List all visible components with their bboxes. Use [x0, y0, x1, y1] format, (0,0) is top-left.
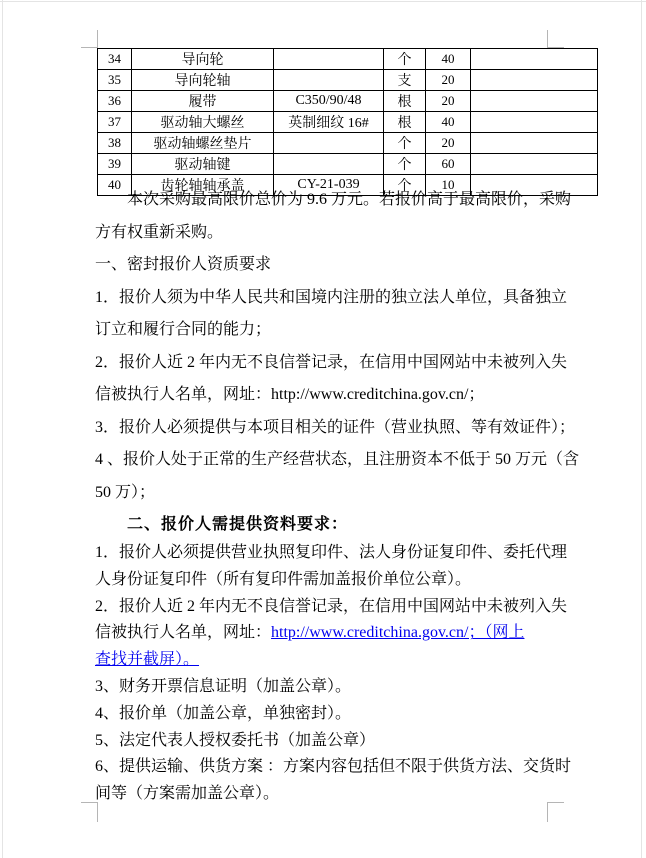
table-row: [98, 112, 598, 133]
page-edge-right: [641, 0, 642, 858]
cell-name: 驱动轴键: [132, 154, 274, 175]
table-row: [98, 70, 598, 91]
cell-qty: 60: [426, 154, 471, 175]
table-row: [98, 133, 598, 154]
cell-spec: [274, 133, 384, 154]
crop-mark-top-right: [547, 30, 548, 48]
items-table: [97, 48, 598, 196]
table-row: [98, 154, 598, 175]
cell-unit: 个: [384, 154, 426, 175]
cell-blank: [471, 70, 598, 91]
cell-qty: 20: [426, 133, 471, 154]
paragraph-line: [95, 647, 565, 674]
paragraph-line: 3．报价人必须提供与本项目相关的证件（营业执照、等有效证件）；: [95, 418, 576, 436]
cell-no: 37: [98, 112, 132, 133]
paragraph-line: 4、报价单（加盖公章，单独密封）。: [95, 704, 352, 722]
cell-blank: [471, 112, 598, 133]
cell-name: 导向轮轴: [132, 70, 274, 91]
cell-no: 36: [98, 91, 132, 112]
paragraph-line: 2．报价人近 2 年内无不良信誉记录，在信用中国网站中未被列入失: [95, 597, 568, 615]
cell-blank: [471, 133, 598, 154]
paragraph-line: [95, 620, 565, 647]
cell-qty: 40: [426, 112, 471, 133]
section-required-documents: [95, 540, 572, 808]
cell-qty: 20: [426, 70, 471, 91]
cell-unit: 个: [384, 49, 426, 70]
section-heading-1: 一、密封报价人资质要求: [95, 256, 272, 273]
cell-name: 驱动轴螺丝垫片: [132, 133, 274, 154]
crop-mark-top-left: [97, 30, 98, 48]
cell-blank: [471, 154, 598, 175]
paragraph-line: 订立和履行合同的能力；: [95, 321, 272, 338]
cell-unit: 个: [384, 133, 426, 154]
cell-unit: 支: [384, 70, 426, 91]
paragraph-line: 间等（方案需加盖公章）。: [95, 785, 280, 803]
table-row: [98, 49, 598, 70]
cell-no: 34: [98, 49, 132, 70]
cell-qty: 10: [426, 175, 471, 196]
cell-spec: CY-21-039: [274, 175, 384, 196]
table-row: [98, 91, 598, 112]
cell-no: 35: [98, 70, 132, 91]
paragraph-line: 人身份证复印件（所有复印件需加盖报价单位公章）。: [95, 570, 472, 588]
cell-qty: 20: [426, 91, 471, 112]
paragraph-line: 4 、报价人处于正常的生产经营状态，且注册资本不低于 50 万元（含: [95, 451, 580, 468]
paragraph-line: 5、法定代表人授权委托书（加盖公章）: [95, 731, 376, 749]
paragraph-line: 1．报价人必须提供营业执照复印件、法人身份证复印件、委托代理: [95, 544, 568, 561]
cell-name: 齿轮轴轴承盖: [132, 175, 274, 196]
creditchina-link[interactable]: http://www.creditchina.gov.cn/；（网上: [271, 624, 525, 642]
cell-spec: 英制细纹 16#: [274, 112, 384, 133]
paragraph-line: 1．报价人须为中华人民共和国境内注册的独立法人单位，具备独立: [95, 288, 568, 306]
cell-unit: 个: [384, 175, 426, 196]
cell-unit: 根: [384, 112, 426, 133]
cell-spec: [274, 70, 384, 91]
cell-spec: C350/90/48: [274, 91, 384, 112]
section-qualification-requirements: [95, 184, 580, 509]
section-heading-2: 二、报价人需提供资料要求：: [127, 516, 349, 533]
paragraph-line: 50 万）；: [95, 483, 156, 501]
cell-name: 驱动轴大螺丝: [132, 112, 274, 133]
paragraph-line: 3、财务开票信息证明（加盖公章）。: [95, 677, 352, 695]
cell-blank: [471, 49, 598, 70]
paragraph-line: 2．报价人近 2 年内无不良信誉记录，在信用中国网站中未被列入失: [95, 353, 568, 371]
paragraph-line: 方有权重新采购。: [95, 223, 224, 241]
cell-spec: [274, 154, 384, 175]
paragraph-line: 6、提供运输、供货方案 ：方案内容包括但不限于供货方法、交货时: [95, 758, 572, 776]
paragraph-run: 信被执行人名单，网址：: [95, 624, 272, 642]
cell-unit: 根: [384, 91, 426, 112]
crop-mark-top-left: [81, 47, 98, 48]
cell-spec: [274, 49, 384, 70]
cell-qty: 40: [426, 49, 471, 70]
creditchina-link[interactable]: 查找并截屏）。: [95, 651, 200, 669]
page-edge-left: [2, 0, 3, 858]
cell-no: 38: [98, 133, 132, 154]
cell-no: 40: [98, 175, 132, 196]
cell-name: 导向轮: [132, 49, 274, 70]
page-edge-top: [0, 1, 646, 2]
paragraph-line: 信被执行人名单，网址：http://www.creditchina.gov.cn/；: [95, 386, 485, 403]
cell-blank: [471, 91, 598, 112]
paragraph-line: 本次采购最高限价总价为 9.6 万元。若报价高于最高限价，采购: [127, 191, 572, 208]
cell-no: 39: [98, 154, 132, 175]
document-body-text: [95, 184, 580, 808]
cell-name: 履带: [132, 91, 274, 112]
